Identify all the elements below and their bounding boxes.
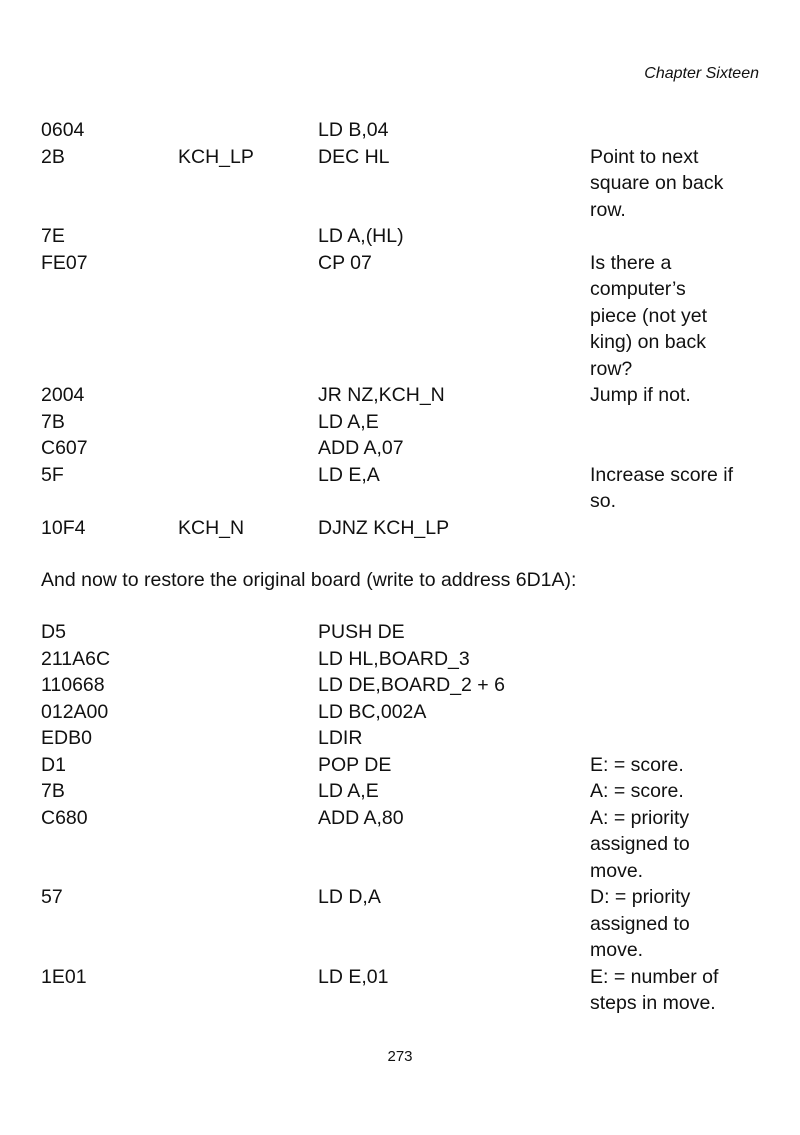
code-line bbox=[41, 117, 771, 144]
comment bbox=[590, 250, 765, 383]
code-line bbox=[41, 462, 771, 515]
code-label bbox=[178, 699, 318, 726]
comment bbox=[590, 382, 765, 409]
comment-line: row? bbox=[590, 357, 633, 380]
instruction: ADD A,80 bbox=[318, 806, 404, 829]
instruction: LD DE,BOARD_2 + 6 bbox=[318, 674, 505, 696]
comment-line: A: = score. bbox=[590, 780, 684, 802]
code-label: KCH_LP bbox=[178, 145, 254, 168]
instruction: LD A,E bbox=[318, 410, 379, 433]
code-line bbox=[41, 619, 771, 646]
hex-code: 211A6C bbox=[41, 647, 111, 670]
instruction: PUSH DE bbox=[318, 621, 405, 643]
hex-code: 57 bbox=[41, 886, 63, 908]
chapter-header: Chapter Sixteen bbox=[644, 65, 759, 82]
comment bbox=[590, 515, 765, 542]
instruction: DJNZ KCH_LP bbox=[318, 516, 450, 539]
code-line bbox=[41, 778, 771, 805]
comment bbox=[590, 646, 765, 673]
hex-code: 2B bbox=[41, 145, 65, 168]
code-label bbox=[178, 435, 318, 462]
comment-line: Is there a bbox=[590, 251, 672, 274]
comment-line: D: = priority bbox=[590, 886, 691, 908]
hex-code: 7B bbox=[41, 410, 65, 433]
hex-code: 2004 bbox=[41, 384, 85, 406]
code-label bbox=[178, 619, 318, 646]
comment-line: king) on back bbox=[590, 331, 706, 353]
instruction: JR NZ,KCH_N bbox=[318, 384, 445, 406]
instruction: LD A,(HL) bbox=[318, 225, 404, 247]
code-listing-1 bbox=[41, 117, 771, 541]
code-label bbox=[178, 964, 318, 1017]
code-line bbox=[41, 699, 771, 726]
comment bbox=[590, 462, 765, 515]
code-line bbox=[41, 752, 771, 779]
hex-code: 7B bbox=[41, 780, 65, 802]
code-line bbox=[41, 382, 771, 409]
instruction: ADD A,07 bbox=[318, 437, 404, 459]
comment-line: Jump if not. bbox=[590, 384, 691, 406]
comment bbox=[590, 619, 765, 646]
instruction: POP DE bbox=[318, 753, 392, 776]
hex-code: 0604 bbox=[41, 119, 85, 141]
code-label bbox=[178, 752, 318, 779]
comment bbox=[590, 778, 765, 805]
comment-line: Point to next bbox=[590, 145, 699, 168]
code-line bbox=[41, 435, 771, 462]
comment-line: Increase score if bbox=[590, 463, 734, 486]
instruction: LD B,04 bbox=[318, 119, 389, 141]
code-label: KCH_N bbox=[178, 516, 245, 539]
comment bbox=[590, 672, 765, 699]
code-line bbox=[41, 144, 771, 224]
code-line bbox=[41, 223, 771, 250]
hex-code: 1E01 bbox=[41, 965, 87, 988]
instruction: LDIR bbox=[318, 727, 363, 749]
instruction: LD D,A bbox=[318, 886, 381, 908]
comment bbox=[590, 144, 765, 224]
code-line bbox=[41, 672, 771, 699]
comment-line: steps in move. bbox=[590, 992, 716, 1014]
body-paragraph: And now to restore the original board (write to address 6D1A): bbox=[41, 569, 577, 591]
instruction: LD A,E bbox=[318, 780, 379, 802]
comment bbox=[590, 409, 765, 436]
comment-line: so. bbox=[590, 490, 617, 512]
code-label bbox=[178, 778, 318, 805]
hex-code: D1 bbox=[41, 753, 66, 776]
code-line bbox=[41, 964, 771, 1017]
hex-code: 10F4 bbox=[41, 516, 86, 539]
comment-line: E: = score. bbox=[590, 753, 684, 776]
comment bbox=[590, 435, 765, 462]
comment-line: assigned to bbox=[590, 833, 690, 855]
instruction: LD E,01 bbox=[318, 965, 389, 988]
comment bbox=[590, 699, 765, 726]
comment bbox=[590, 884, 765, 964]
code-label bbox=[178, 646, 318, 673]
code-label bbox=[178, 117, 318, 144]
code-label bbox=[178, 250, 318, 383]
code-label bbox=[178, 725, 318, 752]
code-label bbox=[178, 382, 318, 409]
code-line bbox=[41, 725, 771, 752]
hex-code: D5 bbox=[41, 621, 66, 643]
instruction: DEC HL bbox=[318, 145, 390, 168]
hex-code: C607 bbox=[41, 437, 88, 459]
hex-code: C680 bbox=[41, 806, 88, 829]
hex-code: 7E bbox=[41, 225, 65, 247]
code-label bbox=[178, 462, 318, 515]
code-label bbox=[178, 409, 318, 436]
comment-line: piece (not yet bbox=[590, 304, 708, 327]
hex-code: FE07 bbox=[41, 251, 88, 274]
comment bbox=[590, 223, 765, 250]
page-number: 273 bbox=[387, 1048, 413, 1065]
comment bbox=[590, 805, 765, 885]
code-line bbox=[41, 884, 771, 964]
code-line bbox=[41, 515, 771, 542]
code-label bbox=[178, 805, 318, 885]
comment-line: move. bbox=[590, 859, 644, 882]
code-line bbox=[41, 805, 771, 885]
hex-code: 110668 bbox=[41, 674, 105, 696]
instruction: LD BC,002A bbox=[318, 700, 427, 723]
comment bbox=[590, 117, 765, 144]
code-label bbox=[178, 672, 318, 699]
code-line bbox=[41, 409, 771, 436]
instruction: CP 07 bbox=[318, 251, 372, 274]
comment bbox=[590, 752, 765, 779]
comment bbox=[590, 725, 765, 752]
comment-line: row. bbox=[590, 198, 626, 221]
hex-code: EDB0 bbox=[41, 727, 92, 749]
comment-line: computer’s bbox=[590, 278, 686, 300]
comment-line: square on back bbox=[590, 172, 724, 194]
code-label bbox=[178, 223, 318, 250]
comment-line: A: = priority bbox=[590, 806, 690, 829]
comment bbox=[590, 964, 765, 1017]
code-listing-2 bbox=[41, 619, 771, 1017]
code-line bbox=[41, 250, 771, 383]
comment-line: E: = number of bbox=[590, 965, 719, 988]
hex-code: 5F bbox=[41, 463, 64, 486]
comment-line: move. bbox=[590, 939, 644, 961]
instruction: LD E,A bbox=[318, 463, 380, 486]
hex-code: 012A00 bbox=[41, 700, 109, 723]
comment-line: assigned to bbox=[590, 912, 690, 935]
instruction: LD HL,BOARD_3 bbox=[318, 647, 470, 670]
code-line bbox=[41, 646, 771, 673]
code-label bbox=[178, 884, 318, 964]
